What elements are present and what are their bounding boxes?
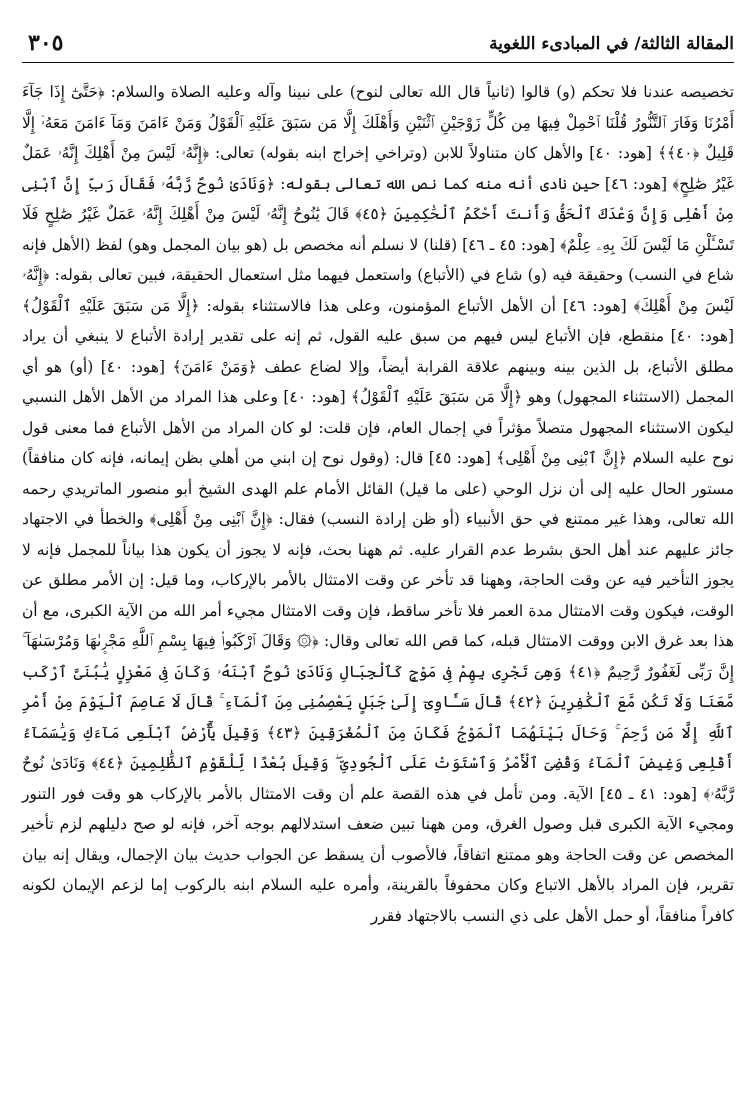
body-text <box>22 77 734 931</box>
page-header <box>22 28 734 63</box>
page-number: ٣٠٥ <box>28 30 64 56</box>
running-header-title: المقالة الثالثة/ في المبادىء اللغوية <box>489 34 734 54</box>
page <box>22 28 734 1078</box>
body-paragraph: تخصيصه عندنا فلا تحكم (و) قالوا (ثانياً قال الله تعالى لنوح) على نبينا وآله وعليه الصلاة والسلام: ﴿حَتَّىٰٓ إِذَا جَآءَ أَمْرُنَا وَفَارَ ٱلتَّنُّورُ قُلْنَا ٱحْمِلْ فِيهَا مِن كُلٍّ زَوْجَيْنِ ٱثْنَيْنِ وَأَهْلَكَ إِلَّا مَن سَبَقَ عَلَيْهِ ٱلْقَوْلُ وَمَنْ ءَامَنَ وَمَآ ءَامَنَ مَعَهُۥٓ إِلَّا قَلِيلٌ ﴿٤٠﴾﴾ [هود: ٤٠] والأهل كان متناولاً للابن (وتراخي إخراج ابنه بقوله) تعالى: ﴿إِنَّهُۥ لَيْسَ مِنْ أَهْلِكَ إِنَّهُۥ عَمَلٌ غَيْرُ صَٰلِحٍ﴾ [هود: ٤٦] حين نادى أنه منه كما نص الله تعالى بقوله: ﴿وَنَادَىٰ نُوحٌ رَّبَّهُۥ فَقَالَ رَبِّ إِنَّ ٱبْنِى مِنْ أَهْلِى وَإِنَّ وَعْدَكَ ٱلْحَقُّ وَأَنتَ أَحْكَمُ ٱلْحَٰكِمِينَ ﴿٤٥﴾ قَالَ يَٰنُوحُ إِنَّهُۥ لَيْسَ مِنْ أَهْلِكَ إِنَّهُۥ عَمَلٌ غَيْرُ صَٰلِحٍ فَلَا تَسْـَٔلْنِ مَا لَيْسَ لَكَ بِهِۦ عِلْمٌ﴾ [هود: ٤٥ ـ ٤٦] (قلنا) لا نسلم أنه مخصص بل (هو بيان المجمل وهو) لفظ (الأهل فإنه شاع في النسب) وحقيقة فيه (و) شاع في (الأتباع) واستعمل فيهما مثل استعمال الحقيقة، فبين تعالى بقوله: ﴿إِنَّهُۥ لَيْسَ مِنْ أَهْلِكَ﴾ [هود: ٤٦] أن الأهل الأتباع المؤمنون، وعلى هذا فالاستثناء بقوله: ﴿إِلَّا مَن سَبَقَ عَلَيْهِ ٱلْقَوْلُ﴾ [هود: ٤٠] منقطع، فإن الأتباع ليس فيهم من سبق عليه القول، ثم إنه على تقدير إرادة الأتباع لا ينبغي أن يراد مطلق الأتباع، بل الذين بينه وبينهم علاقة القرابة أيضاً، وإلا لضاع عطف ﴿وَمَنْ ءَامَنَ﴾ [هود: ٤٠] (أو) هو أي المجمل (الاستثناء المجهول) وهو ﴿إِلَّا مَن سَبَقَ عَلَيْهِ ٱلْقَوْلُ﴾ [هود: ٤٠] وعلى هذا المراد من الأهل الأهل النسبي ليكون الاستثناء المجهول متصلاً مؤثراً في إجمال العام، فإن قلت: لو كان المراد من الأهل الأتباع فما معنى قول نوح عليه السلام ﴿إِنَّ ٱبْنِى مِنْ أَهْلِى﴾ [هود: ٤٥] قال: (وقول نوح إن ابني من أهلي بظن إيمانه، فإنه كان منافقاً) مستور الحال عليه إلى أن نزل الوحي (على ما قيل) القائل الأمام علم الهدى الشيخ أبو منصور الماتريدي رحمه الله تعالى، وهذا غير ممتنع في حق الأنبياء (أو ظن إرادة النسب) فقال: ﴿إِنَّ ٱبْنِى مِنْ أَهْلِى﴾ والخطأ في الاجتهاد جائز عليهم عند أهل الحق بشرط عدم القرار عليه. ثم ههنا بحث، فإنه لا يجوز أن يكون هذا بياناً للمجمل فإنه لا يجوز التأخير فيه عن وقت الحاجة، وههنا قد تأخر عن وقت الامتثال بالأمر بالإركاب، وما قيل: إن الأمر مطلق عن الوقت، فيكون وقت الامتثال مدة العمر فلا تأخر ساقط، فإن وقت الامتثال مجيء أمر الله من الآية الكبرى، مع أن هذا بعد غرق الابن ووقت الامتثال قبله، كما قص الله تعالى وقال: ﴿۞ وَقَالَ ٱرْكَبُوا۟ فِيهَا بِسْمِ ٱللَّهِ مَجْر۪ىٰهَا وَمُرْسَىٰهَآ ۚ إِنَّ رَبِّى لَغَفُورٌ رَّحِيمٌ ﴿٤١﴾ وَهِىَ تَجْرِى بِهِمْ فِى مَوْجٍ كَٱلْجِبَالِ وَنَادَىٰ نُوحٌ ٱبْنَهُۥ وَكَانَ فِى مَعْزِلٍ يَٰبُنَىَّ ٱرْكَب مَّعَنَا وَلَا تَكُن مَّعَ ٱلْكَٰفِرِينَ ﴿٤٢﴾ قَالَ سَـَٔاوِىٓ إِلَىٰ جَبَلٍ يَعْصِمُنِى مِنَ ٱلْمَآءِ ۚ قَالَ لَا عَاصِمَ ٱلْيَوْمَ مِنْ أَمْرِ ٱللَّهِ إِلَّا مَن رَّحِمَ ۚ وَحَالَ بَيْنَهُمَا ٱلْمَوْجُ فَكَانَ مِنَ ٱلْمُغْرَقِينَ ﴿٤٣﴾ وَقِيلَ يَٰٓأَرْضُ ٱبْلَعِى مَآءَكِ وَيَٰسَمَآءُ أَقْلِعِى وَغِيضَ ٱلْمَآءُ وَقُضِىَ ٱلْأَمْرُ وَٱسْتَوَتْ عَلَى ٱلْجُودِىِّ ۖ وَقِيلَ بُعْدًا لِّلْقَوْمِ ٱلظَّٰلِمِينَ ﴿٤٤﴾ وَنَادَىٰ نُوحٌ رَّبَّهُۥ﴾ [هود: ٤١ ـ ٤٥] الآية. ومن تأمل في هذه القصة علم أن وقت الامتثال بالأمر بالإركاب هو وقت فور التنور ومجيء الآية الكبرى قبل وصول الغرق، ومن ههنا تبين ضعف استدلالهم بوجه آخر، فإنه لو صح دليلهم لزم تأخير المخصص عن وقت الحاجة وهو ممتنع اتفاقاً، فالأصوب أن يسقط عن الجواب حديث بيان الإجمال، ويقال إنه بيان تقرير، فإن المراد بالأهل الاتباع وكان محفوفاً بالقرينة، وأمره عليه السلام ابنه بالركوب إما لزعم الإيمان لكونه كافراً منافقاً، أو حمل الأهل على ذي النسب بالاجتهاد فقرر <box>22 83 735 925</box>
